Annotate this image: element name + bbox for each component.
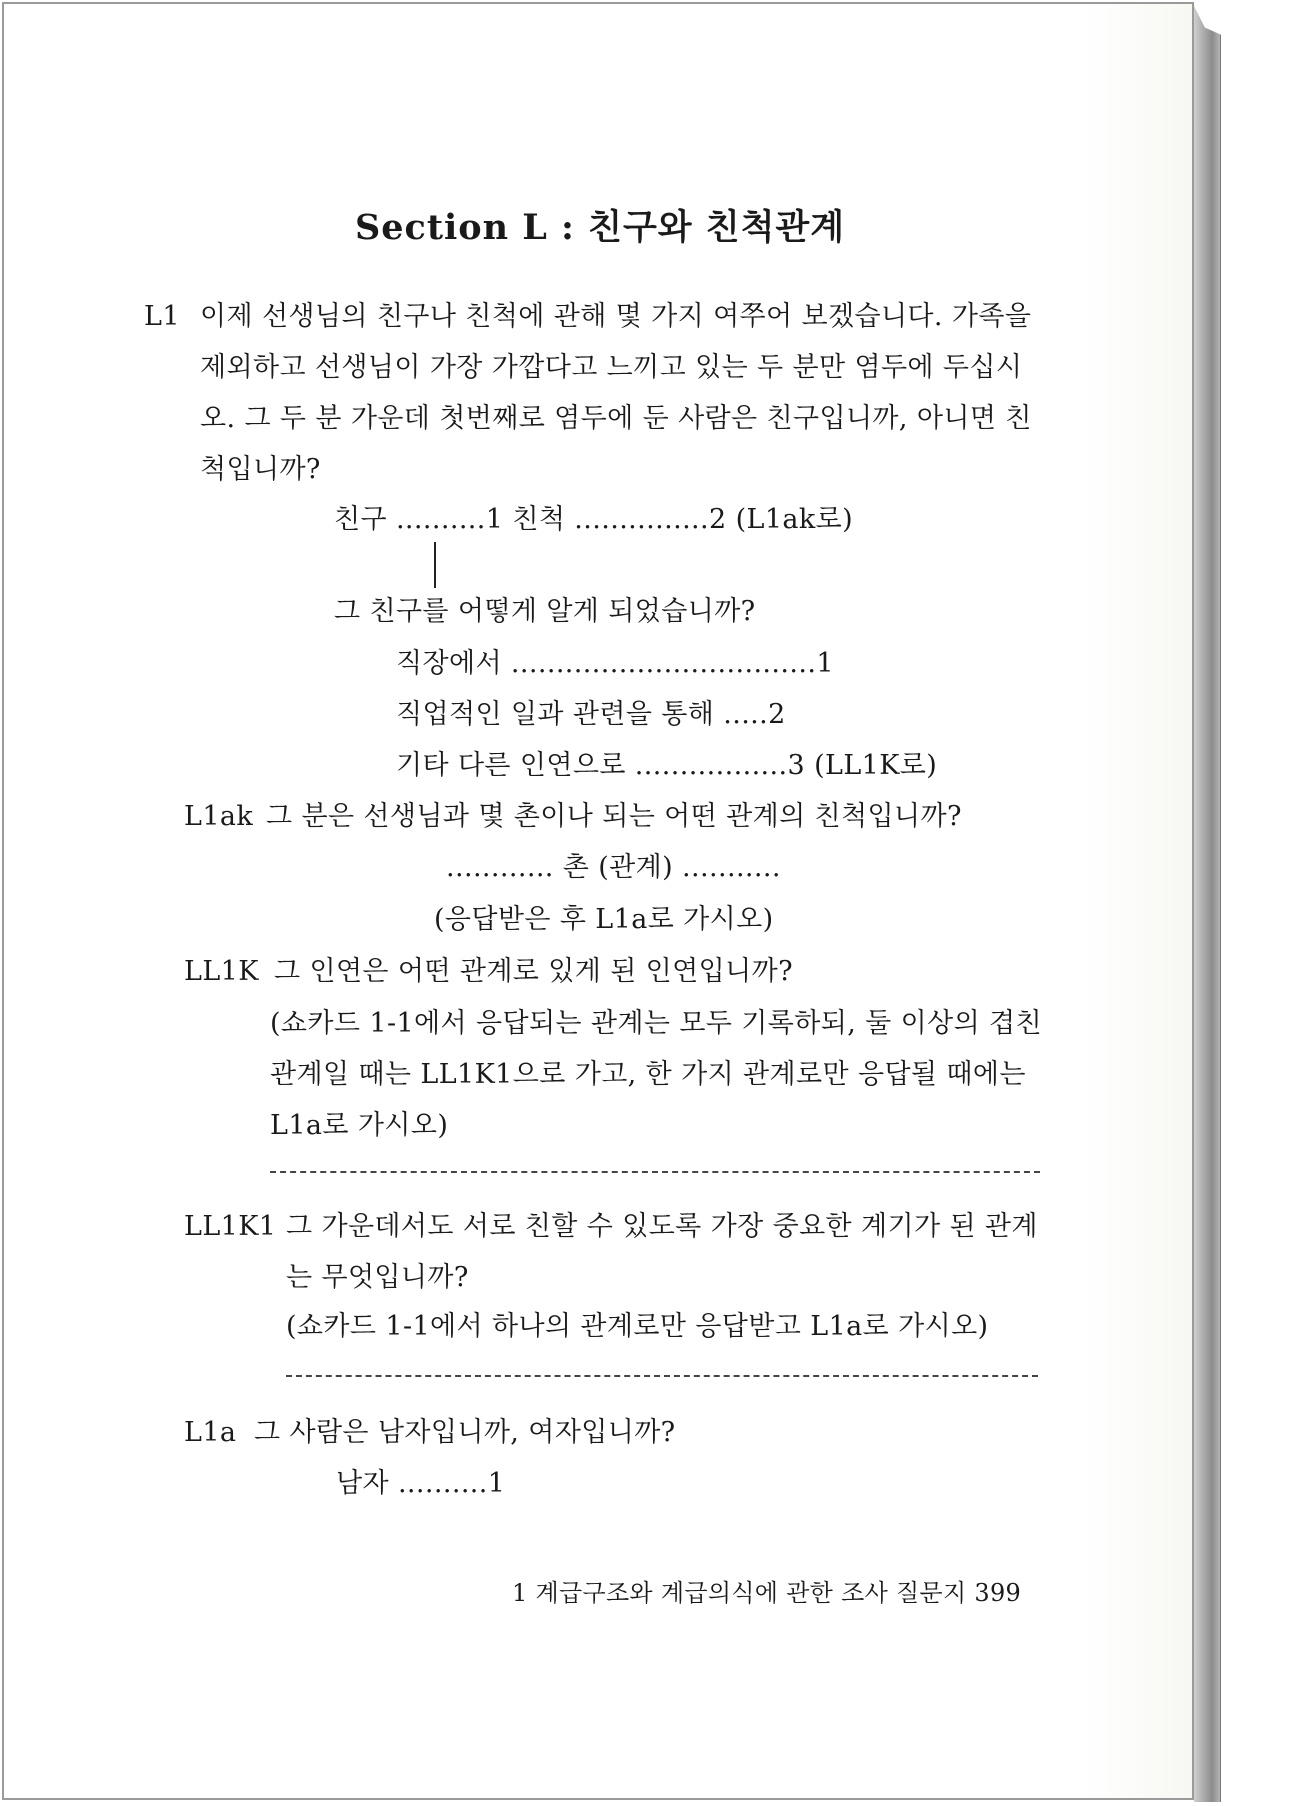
friend-option-1: 직장에서 ..................................1 bbox=[396, 648, 834, 679]
question-code-ll1k1: LL1K1 bbox=[184, 1211, 277, 1242]
question-code-l1a: L1a bbox=[184, 1417, 237, 1448]
question-l1-line-3: 오. 그 두 분 가운데 첫번째로 염두에 둔 사람은 친구입니까, 아니면 친 bbox=[200, 403, 1032, 434]
friend-question: 그 친구를 어떻게 알게 되었습니까? bbox=[334, 596, 756, 627]
friend-option-2: 직업적인 일과 관련을 통해 .....2 bbox=[396, 699, 786, 730]
document-page bbox=[2, 2, 1194, 1800]
question-code-l1ak: L1ak bbox=[184, 801, 254, 832]
ll1k-note-line-2: 관계일 때는 LL1K1으로 가고, 한 가지 관계로만 응답될 때에는 bbox=[270, 1059, 1026, 1090]
dashed-separator-2 bbox=[286, 1375, 1038, 1377]
question-l1-line-1: 이제 선생님의 친구나 친척에 관해 몇 가지 여쭈어 보겠습니다. 가족을 bbox=[200, 301, 1032, 332]
branch-connector-line bbox=[434, 542, 436, 588]
dashed-separator-1 bbox=[270, 1171, 1040, 1173]
running-footer: 1 계급구조와 계급의식에 관한 조사 질문지 399 bbox=[512, 1579, 1022, 1607]
question-l1-line-4: 척입니까? bbox=[200, 454, 321, 485]
ll1k-note-line-3: L1a로 가시오) bbox=[270, 1110, 449, 1141]
page-margin bbox=[1084, 4, 1194, 1800]
page-edge-shadow bbox=[1194, 6, 1221, 1802]
question-code-ll1k: LL1K bbox=[184, 956, 259, 987]
l1ak-answer-line: ............ 촌 (관계) ........... bbox=[446, 852, 781, 883]
ll1k-note-line-1: (쇼카드 1-1에서 응답되는 관계는 모두 기록하되, 둘 이상의 겹친 bbox=[270, 1008, 1043, 1039]
question-l1a: 그 사람은 남자입니까, 여자입니까? bbox=[254, 1417, 676, 1448]
l1ak-note: (응답받은 후 L1a로 가시오) bbox=[434, 904, 774, 935]
question-l1-line-2: 제외하고 선생님이 가장 가깝다고 느끼고 있는 두 분만 염두에 두십시 bbox=[200, 352, 1023, 383]
friend-option-3: 기타 다른 인연으로 .................3 (LL1K로) bbox=[396, 750, 938, 781]
l1a-answer-option: 남자 ..........1 bbox=[336, 1468, 506, 1499]
question-ll1k1-line-1: 그 가운데서도 서로 친할 수 있도록 가장 중요한 계기가 된 관계 bbox=[286, 1211, 1038, 1242]
question-l1ak: 그 분은 선생님과 몇 촌이나 되는 어떤 관계의 친척입니까? bbox=[266, 801, 962, 832]
l1-answer-options: 친구 ..........1 친척 ...............2 (L1ak로) bbox=[334, 504, 854, 535]
question-ll1k1-line-2: 는 무엇입니까? bbox=[286, 1262, 469, 1293]
section-title: Section L : 친구와 친척관계 bbox=[354, 207, 846, 248]
question-ll1k: 그 인연은 어떤 관계로 있게 된 인연입니까? bbox=[274, 956, 793, 987]
ll1k1-note: (쇼카드 1-1에서 하나의 관계로만 응답받고 L1a로 가시오) bbox=[286, 1311, 989, 1342]
question-code-l1: L1 bbox=[144, 301, 180, 332]
